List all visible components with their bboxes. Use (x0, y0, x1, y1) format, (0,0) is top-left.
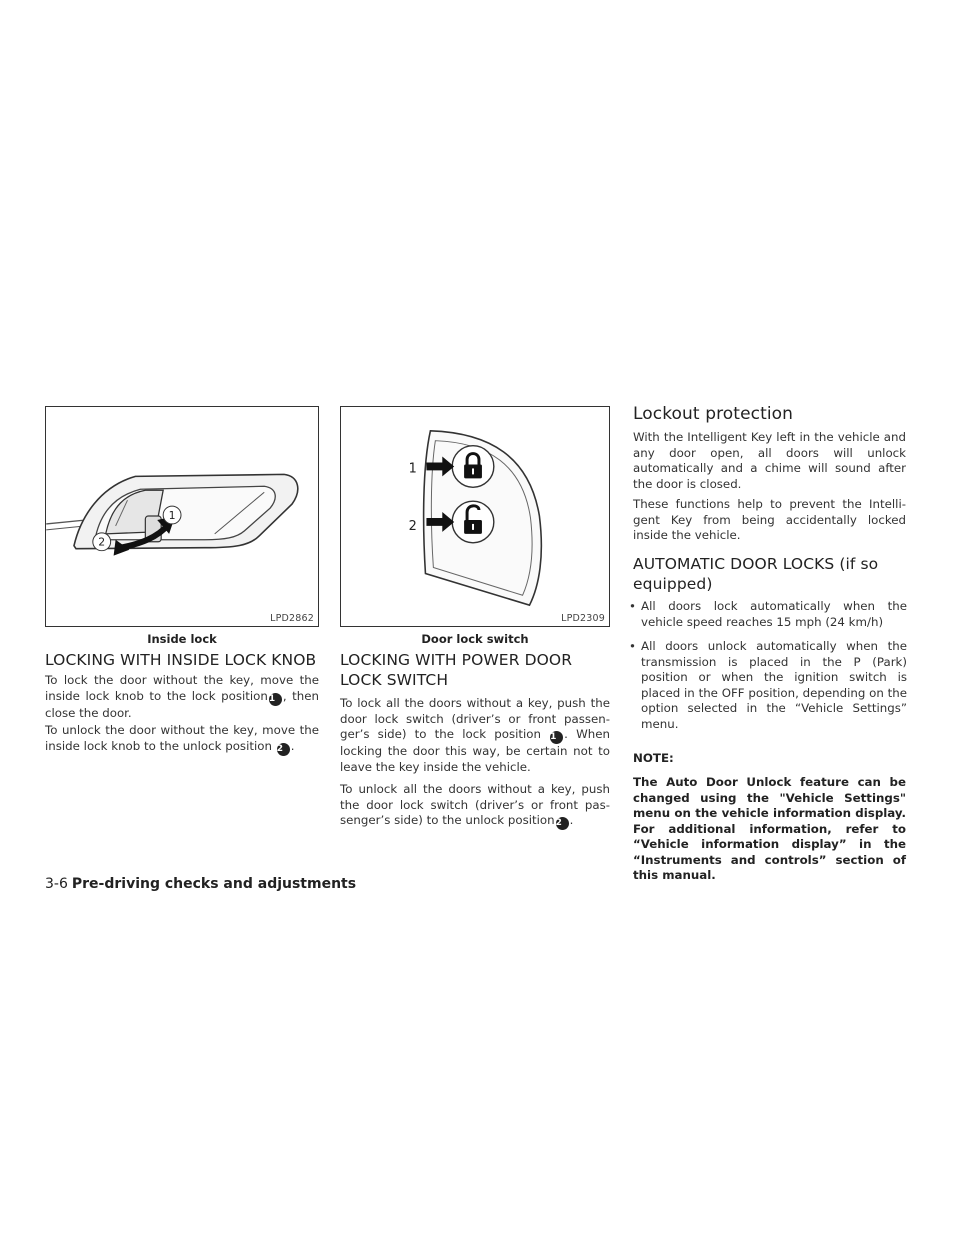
figure-caption-door-lock-switch: Door lock switch (421, 632, 529, 646)
paragraph-lock-power (340, 696, 610, 775)
list-item: • All doors lock automatically when the vehicle speed reaches 15 mph (24 km/h) (627, 599, 907, 630)
door-lock-switch-illustration (341, 407, 609, 626)
list-item: • All doors unlock automatically when the transmission is placed in the P (Park) position or when the ignition switch is placed in the OFF position, depending on the option selected in the “Vehicle Settings” menu. (627, 639, 907, 732)
callout-2: 2 (98, 535, 106, 549)
paragraph-lock-inside (45, 673, 319, 721)
marker-2-icon: 2 (556, 817, 569, 830)
paragraph-lockout-help: These functions help to prevent the Intelli-gent Key from being accidentally locked inside the vehicle. (633, 497, 906, 542)
marker-1-icon: 1 (550, 731, 563, 744)
paragraph-text: . (290, 738, 295, 753)
marker-2-icon: 2 (277, 743, 290, 756)
heading-lockout-protection: Lockout protection (633, 404, 794, 424)
paragraph-text: , then close the door. (45, 688, 319, 720)
paragraph-text: To unlock all the doors without a key, push the door lock switch (driver’s or front pas-senger’s side) to the unlock position (340, 782, 610, 827)
callout-1: 1 (168, 508, 176, 522)
paragraph-unlock-power (340, 782, 610, 830)
page-footer (45, 876, 356, 892)
paragraph-text: . (569, 813, 574, 827)
paragraph-text: To lock all the doors without a key, push the door lock switch (driver’s or front passen-ger’s side) to the lock position (340, 696, 610, 741)
note-text: The Auto Door Unlock feature can be changed using the "Vehicle Settings" menu on the vehicle information display. For additional information, refer to “Vehicle information display” in the “Instruments and controls” section of this manual. (633, 775, 906, 882)
paragraph-unlock-inside (45, 723, 319, 756)
paragraph-lockout: With the Intelligent Key left in the vehicle and any door open, all doors will unlock automatically and a chime will sound after the door is closed. (633, 430, 906, 491)
marker-1-icon: 1 (269, 693, 282, 706)
paragraph-text: To lock the door without the key, move the inside lock knob to the lock position (45, 673, 319, 703)
callout-2: 2 (408, 518, 417, 534)
heading-inside-lock-knob: LOCKING WITH INSIDE LOCK KNOB (45, 651, 317, 669)
figure-caption-inside-lock: Inside lock (147, 632, 217, 646)
paragraph-text: . When locking the door this way, be certain not to leave the key inside the vehicle. (340, 727, 610, 774)
figure-code: LPD2862 (270, 613, 314, 624)
note-label: NOTE: (633, 751, 674, 765)
paragraph-text: To unlock the door without the key, move the inside lock knob to the unlock position (45, 723, 319, 753)
callout-1: 1 (408, 461, 417, 477)
section-title: Pre-driving checks and adjustments (71, 876, 357, 892)
figure-door-lock-switch (340, 406, 610, 627)
figure-inside-lock (45, 406, 319, 627)
heading-automatic-door-locks: AUTOMATIC DOOR LOCKS (if so equipped) (633, 555, 879, 593)
heading-power-door-lock: LOCKING WITH POWER DOOR LOCK SWITCH (340, 651, 573, 689)
auto-lock-list (627, 599, 907, 741)
figure-code: LPD2309 (561, 613, 605, 624)
page-number: 3-6 (45, 876, 68, 892)
inside-lock-illustration (46, 407, 318, 626)
